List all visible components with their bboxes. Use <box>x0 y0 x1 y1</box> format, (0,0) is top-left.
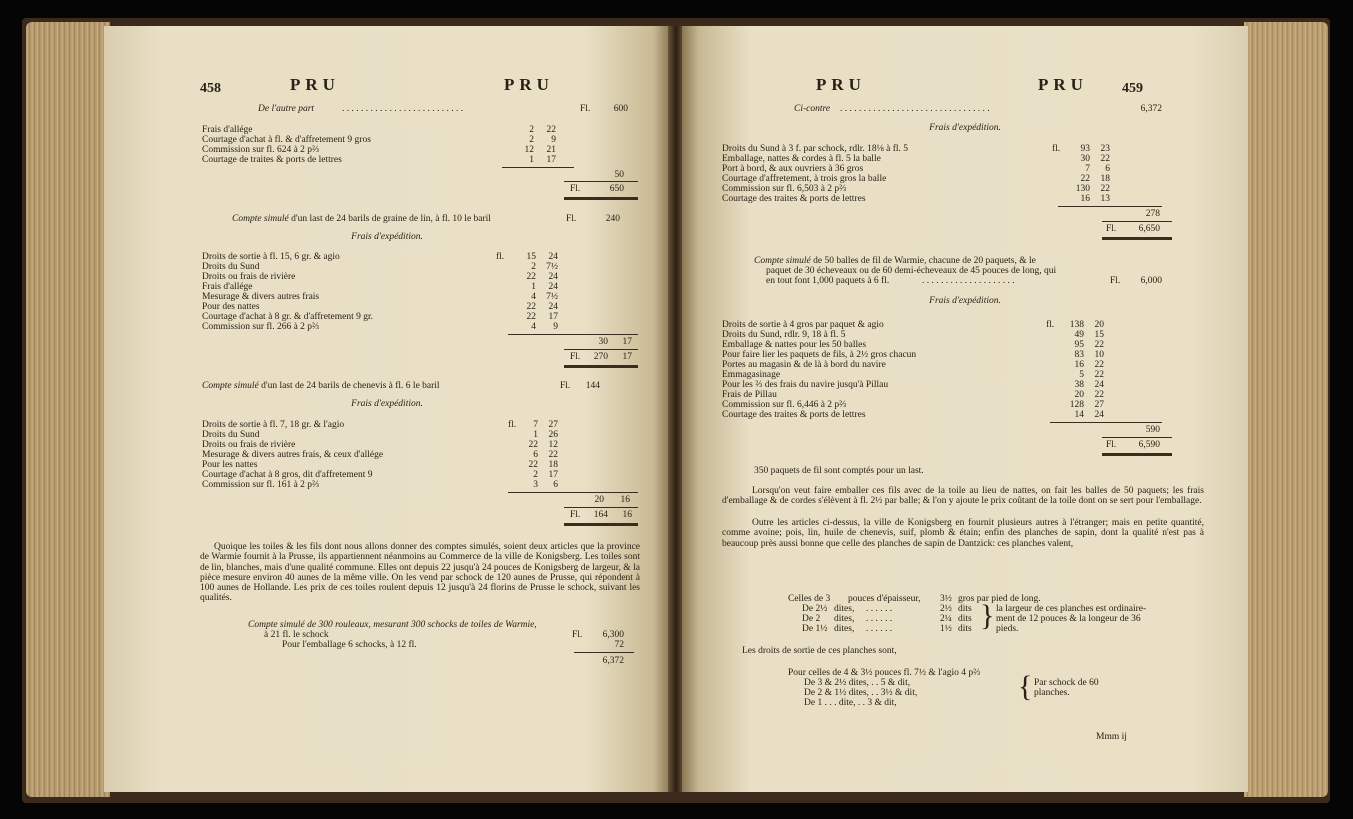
expense-label: Courtage des traites & ports de lettres <box>722 410 866 420</box>
carry-forward-amount: 6,372 <box>1140 104 1162 114</box>
expense-fl: 22 <box>526 302 536 312</box>
note: 350 paquets de fil sont comptés pour un last. <box>754 466 924 476</box>
planks-price: 3½ <box>940 594 952 604</box>
expense-gr: 24 <box>548 302 558 312</box>
fl-label: fl. <box>1046 320 1055 330</box>
duty-row: De 1 . . . dite, . . 3 & dit, <box>804 698 897 708</box>
planks-price: 2½ <box>940 604 952 614</box>
expense-label: Commission sur fl. 266 à 2 p⅔ <box>202 322 320 332</box>
right-page <box>682 26 1248 792</box>
planks-size: De 1½ <box>802 624 828 634</box>
rule <box>574 652 634 653</box>
duty-note: Par schock de 60 <box>1034 678 1099 688</box>
subtotal: 278 <box>1145 209 1160 219</box>
expense-gr: 17 <box>548 312 558 322</box>
fl-label: Fl. <box>580 104 591 114</box>
planks-unit: gros par pied de long. <box>958 594 1041 604</box>
expense-label: Port à bord, & aux ouvriers à 36 gros <box>722 164 864 174</box>
rule <box>564 181 638 182</box>
account-amount: 6,300 <box>602 630 624 640</box>
subtotal: 17 <box>622 337 632 347</box>
expense-gr: 24 <box>548 252 558 262</box>
account-heading: Compte simulé de 300 rouleaux, mesurant 300 schocks de toiles de Warmie, <box>248 620 537 630</box>
expense-fl: 2 <box>533 470 538 480</box>
body-paragraph: Lorsqu'on veut faire emballer ces fils avec de la toile au lieu de nattes, on fait les balles de 50 paquets; les frais d'emballage & de cordes s'élèvent à fl. 2½ par balle; & l'on y ajoute le prix coûtant de la toile dont on se sert pour l'emballage. <box>722 486 1204 507</box>
account-line: Pour l'emballage 6 schocks, à 12 fl. <box>282 640 417 650</box>
rule <box>508 492 638 493</box>
expense-label: Commission sur fl. 6,446 à 2 p⅔ <box>722 400 847 410</box>
running-head-right: PRU <box>504 75 554 94</box>
expense-gr: 22 <box>1100 184 1110 194</box>
expense-fl: 93 <box>1080 144 1090 154</box>
expense-fl: 16 <box>1080 194 1090 204</box>
expense-fl: 6 <box>533 450 538 460</box>
planks-desc: pouces d'épaisseur, <box>848 594 921 604</box>
planks-unit: dits <box>958 614 972 624</box>
duties-heading: Les droits de sortie de ces planches sont, <box>742 646 897 656</box>
expense-gr: 24 <box>1094 380 1104 390</box>
running-head-left: PRU <box>816 75 866 94</box>
expense-fl: 4 <box>531 292 536 302</box>
double-rule <box>1102 237 1172 240</box>
carry-forward-label: Ci-contre <box>794 104 831 114</box>
fl-label: Fl. <box>570 352 581 362</box>
subtotal: 20 <box>594 495 604 505</box>
expense-gr: 20 <box>1094 320 1104 330</box>
section-subtitle: Frais d'expédition. <box>351 232 423 242</box>
expense-gr: 6 <box>1105 164 1110 174</box>
total-amount: 6,590 <box>1138 440 1160 450</box>
expense-gr: 23 <box>1100 144 1110 154</box>
fl-label: Fl. <box>572 630 583 640</box>
expense-fl: 95 <box>1074 340 1084 350</box>
fl-label: Fl. <box>1106 440 1117 450</box>
leader-dots: . . . . . . <box>866 604 893 614</box>
fl-label: Fl. <box>570 184 581 194</box>
planks-size: Celles de 3 <box>788 594 831 604</box>
total-amount: 16 <box>622 510 632 520</box>
expense-fl: 22 <box>528 440 538 450</box>
double-rule <box>564 523 638 526</box>
expense-label: Courtage d'achat à 8 gros, dit d'affretement 9 <box>202 470 373 480</box>
double-rule <box>564 365 638 368</box>
expense-fl: 3 <box>533 480 538 490</box>
expense-label: Droits de sortie à 4 gros par paquet & agio <box>722 320 884 330</box>
expense-label: Courtage d'achat à 8 gr. & d'affretement 9 gr. <box>202 312 374 322</box>
rule <box>508 334 638 335</box>
subtotal: 50 <box>614 170 624 180</box>
duty-row: Pour celles de 4 & 3½ pouces fl. 7½ & l'agio 4 p⅔ <box>788 668 981 678</box>
expense-fl: 22 <box>1080 174 1090 184</box>
double-rule <box>564 197 638 200</box>
expense-label: Droits du Sund <box>202 262 260 272</box>
expense-gr: 22 <box>1094 390 1104 400</box>
account-amount: 240 <box>605 214 620 224</box>
expense-label: Frais d'allége <box>202 282 253 292</box>
fl-label: fl. <box>496 252 505 262</box>
total-amount: 17 <box>622 352 632 362</box>
expense-label: Emballage & nattes pour les 50 balles <box>722 340 867 350</box>
subtotal: 30 <box>598 337 608 347</box>
account-heading: Compte simulé d'un last de 24 barils de chenevis à fl. 6 le baril <box>202 381 440 391</box>
expense-label: Pour des nattes <box>202 302 260 312</box>
expense-gr: 7½ <box>546 262 558 272</box>
rule <box>1058 206 1162 207</box>
page-number-right: 459 <box>1122 81 1143 96</box>
expense-label: Droits ou frais de rivière <box>202 272 296 282</box>
planks-desc: dites, <box>834 614 855 624</box>
expense-label: Droits du Sund <box>202 430 260 440</box>
expense-label: Commission sur fl. 161 à 2 p⅔ <box>202 480 320 490</box>
expense-gr: 22 <box>1094 370 1104 380</box>
expense-gr: 18 <box>548 460 558 470</box>
expense-fl: 30 <box>1080 154 1090 164</box>
planks-price: 1½ <box>940 624 952 634</box>
expense-label: Mesurage & divers autres frais, & ceux d'allége <box>202 450 384 460</box>
running-head-left: PRU <box>290 75 340 94</box>
expense-label: Emmagasinage <box>722 370 781 380</box>
expense-fl: 1 <box>529 155 534 165</box>
expense-fl: 22 <box>526 272 536 282</box>
section-subtitle: Frais d'expédition. <box>351 399 423 409</box>
expense-label: Courtage d'affretement, à trois gros la balle <box>722 174 887 184</box>
fl-label: fl. <box>508 420 517 430</box>
planks-unit: dits <box>958 624 972 634</box>
expense-label: Frais de Pillau <box>722 390 777 400</box>
account-line: à 21 fl. le schock <box>264 630 329 640</box>
expense-gr: 22 <box>1100 154 1110 164</box>
account-amount: 144 <box>585 381 600 391</box>
page-number-left: 458 <box>200 81 221 96</box>
signature-mark: Mmm ij <box>1096 732 1127 742</box>
brace-icon: } <box>980 599 995 632</box>
expense-fl: 22 <box>526 312 536 322</box>
account-amount: 72 <box>614 640 624 650</box>
planks-note: pieds. <box>996 624 1019 634</box>
total-amount: 270 <box>593 352 608 362</box>
expense-fl: 2 <box>529 135 534 145</box>
subtotal: 16 <box>620 495 630 505</box>
running-head-right: PRU <box>1038 75 1088 94</box>
expense-gr: 27 <box>548 420 558 430</box>
expense-fl: 16 <box>1074 360 1084 370</box>
expense-fl: 2 <box>529 125 534 135</box>
planks-desc: dites, <box>834 604 855 614</box>
rule <box>1050 422 1162 423</box>
leader-dots: . . . . . . <box>866 624 893 634</box>
rule <box>564 349 638 350</box>
planks-unit: dits <box>958 604 972 614</box>
fl-label: Fl. <box>566 214 577 224</box>
expense-fl: 130 <box>1075 184 1090 194</box>
double-rule <box>1102 453 1172 456</box>
fl-label: Fl. <box>560 381 571 391</box>
duty-row: De 2 & 1½ dites, . . 3½ & dit, <box>804 688 918 698</box>
total-amount: 6,372 <box>602 656 624 666</box>
fl-label: Fl. <box>1106 224 1117 234</box>
expense-fl: 4 <box>531 322 536 332</box>
rule <box>564 507 638 508</box>
leader-dots: . . . . . . . . . . . . . . . . . . . . <box>922 276 1015 286</box>
account-amount: 6,000 <box>1140 276 1162 286</box>
body-paragraph: Outre les articles ci-dessus, la ville de Konigsberg en fournit plusieurs autres à l'étranger; mais en petite quantité, comme avoine; pois, lin, huile de chenevis, suif, plomb & étain; enfin des planches de sapin, dont la qualité n'est pas à beaucoup près aussi bonne que celle des planches de sapin de Dantzick: ces planches valent, <box>722 518 1204 549</box>
expense-gr: 21 <box>546 145 556 155</box>
left-page <box>104 26 670 792</box>
expense-gr: 22 <box>1094 340 1104 350</box>
planks-size: De 2 <box>802 614 821 624</box>
expense-label: Courtage d'achat à fl. & d'affretement 9 gros <box>202 135 371 145</box>
total-amount: 6,650 <box>1138 224 1160 234</box>
expense-label: Droits de sortie à fl. 7, 18 gr. & l'agio <box>202 420 345 430</box>
right-page-edges <box>1244 22 1328 797</box>
expense-label: Pour les nattes <box>202 460 258 470</box>
carry-forward-label: De l'autre part <box>258 104 315 114</box>
expense-fl: 1 <box>531 282 536 292</box>
fl-label: Fl. <box>570 510 581 520</box>
expense-label: Emballage, nattes & cordes à fl. 5 la balle <box>722 154 881 164</box>
expense-fl: 22 <box>528 460 538 470</box>
body-paragraph: Quoique les toiles & les fils dont nous allons donner des comptes simulés, soient deux articles que la province de Warmie fournit à la Prusse, ils appartiennent néanmoins au Commerce de la ville de Konigsberg. Les toiles sont de lin, blanches, mais d'une qualité commune. Elles ont depuis 22 jusqu'à 24 pouces de Konigsberg de largeur, & la pièce mesure environ 40 aunes de la même ville. On les vend par schock de 120 aunes de Prusse, qui répondent à 100 aunes de Hollande. Les prix de ces toiles roulent depuis 12 jusqu'à 24 florins de Prusse le schock, suivant les qualités. <box>200 542 640 604</box>
fl-label: Fl. <box>1110 276 1121 286</box>
rule <box>502 167 574 168</box>
carry-forward-amount: 600 <box>613 104 628 114</box>
expense-gr: 22 <box>1094 360 1104 370</box>
expense-label: Mesurage & divers autres frais <box>202 292 320 302</box>
account-heading: Compte simulé d'un last de 24 barils de graine de lin, à fl. 10 le baril <box>232 214 491 224</box>
expense-gr: 22 <box>546 125 556 135</box>
expense-fl: 12 <box>524 145 534 155</box>
expense-gr: 15 <box>1094 330 1104 340</box>
expense-label: Droits de sortie à fl. 15, 6 gr. & agio <box>202 252 340 262</box>
expense-gr: 22 <box>548 450 558 460</box>
expense-gr: 10 <box>1094 350 1104 360</box>
expense-fl: 38 <box>1074 380 1084 390</box>
expense-label: Frais d'allége <box>202 125 253 135</box>
expense-fl: 1 <box>533 430 538 440</box>
expense-fl: 5 <box>1079 370 1084 380</box>
section-subtitle: Frais d'expédition. <box>929 296 1001 306</box>
expense-fl: 2 <box>531 262 536 272</box>
expense-label: Droits du Sund à 3 f. par schock, rdlr. 18⅛ à fl. 5 <box>722 144 909 154</box>
brace-icon: { <box>1018 670 1033 703</box>
planks-note: la largeur de ces planches est ordinaire- <box>996 604 1147 614</box>
expense-gr: 24 <box>548 282 558 292</box>
leader-dots: . . . . . . . . . . . . . . . . . . . . . . . . . . <box>342 104 464 114</box>
expense-fl: 14 <box>1074 410 1084 420</box>
expense-fl: 49 <box>1074 330 1084 340</box>
expense-gr: 24 <box>1094 410 1104 420</box>
expense-fl: 15 <box>526 252 536 262</box>
account-heading: Compte simulé de 50 balles de fil de Warmie, chacune de 20 paquets, & le <box>754 256 1036 266</box>
total-amount: 650 <box>609 184 624 194</box>
expense-label: Portes au magasin & de là à bord du navire <box>722 360 886 370</box>
expense-gr: 7½ <box>546 292 558 302</box>
section-subtitle: Frais d'expédition. <box>929 123 1001 133</box>
planks-size: De 2½ <box>802 604 828 614</box>
left-page-edges <box>26 22 110 797</box>
expense-label: Courtage des traites & ports de lettres <box>722 194 866 204</box>
expense-gr: 17 <box>546 155 556 165</box>
fl-label: fl. <box>1052 144 1061 154</box>
expense-gr: 17 <box>548 470 558 480</box>
duty-note: planches. <box>1034 688 1070 698</box>
expense-fl: 138 <box>1069 320 1084 330</box>
expense-fl: 7 <box>533 420 538 430</box>
expense-gr: 24 <box>548 272 558 282</box>
expense-label: Pour faire lier les paquets de fils, à 2½ gros chacun <box>722 350 917 360</box>
expense-gr: 18 <box>1100 174 1110 184</box>
rule <box>1102 221 1172 222</box>
planks-note: ment de 12 pouces & la longeur de 36 <box>996 614 1141 624</box>
expense-gr: 6 <box>553 480 558 490</box>
expense-label: Droits ou frais de rivière <box>202 440 296 450</box>
expense-label: Commission sur fl. 6,503 à 2 p⅔ <box>722 184 847 194</box>
rule <box>1102 437 1172 438</box>
expense-gr: 27 <box>1094 400 1104 410</box>
expense-fl: 7 <box>1085 164 1090 174</box>
duty-row: De 3 & 2½ dites, . . 5 & dit, <box>804 678 911 688</box>
total-amount: 164 <box>593 510 608 520</box>
expense-label: Courtage de traites & ports de lettres <box>202 155 342 165</box>
leader-dots: . . . . . . <box>866 614 893 624</box>
expense-label: Droits du Sund, rdlr. 9, 18 à fl. 5 <box>722 330 846 340</box>
expense-gr: 9 <box>553 322 558 332</box>
planks-desc: dites, <box>834 624 855 634</box>
expense-gr: 9 <box>551 135 556 145</box>
expense-fl: 128 <box>1069 400 1084 410</box>
leader-dots: . . . . . . . . . . . . . . . . . . . . . . . . . . . . . . . . <box>840 104 990 114</box>
expense-gr: 13 <box>1100 194 1110 204</box>
subtotal: 590 <box>1145 425 1160 435</box>
expense-gr: 12 <box>548 440 558 450</box>
expense-gr: 26 <box>548 430 558 440</box>
expense-label: Commission sur fl. 624 à 2 p⅔ <box>202 145 320 155</box>
planks-price: 2¼ <box>940 614 952 624</box>
account-line: en tout font 1,000 paquets à 6 fl. <box>766 276 890 286</box>
expense-fl: 20 <box>1074 390 1084 400</box>
expense-fl: 83 <box>1074 350 1084 360</box>
account-line: paquet de 30 écheveaux ou de 60 demi-écheveaux de 45 pouces de long, qui <box>766 266 1057 276</box>
expense-label: Pour les ⅔ des frais du navire jusqu'à Pillau <box>722 380 889 390</box>
